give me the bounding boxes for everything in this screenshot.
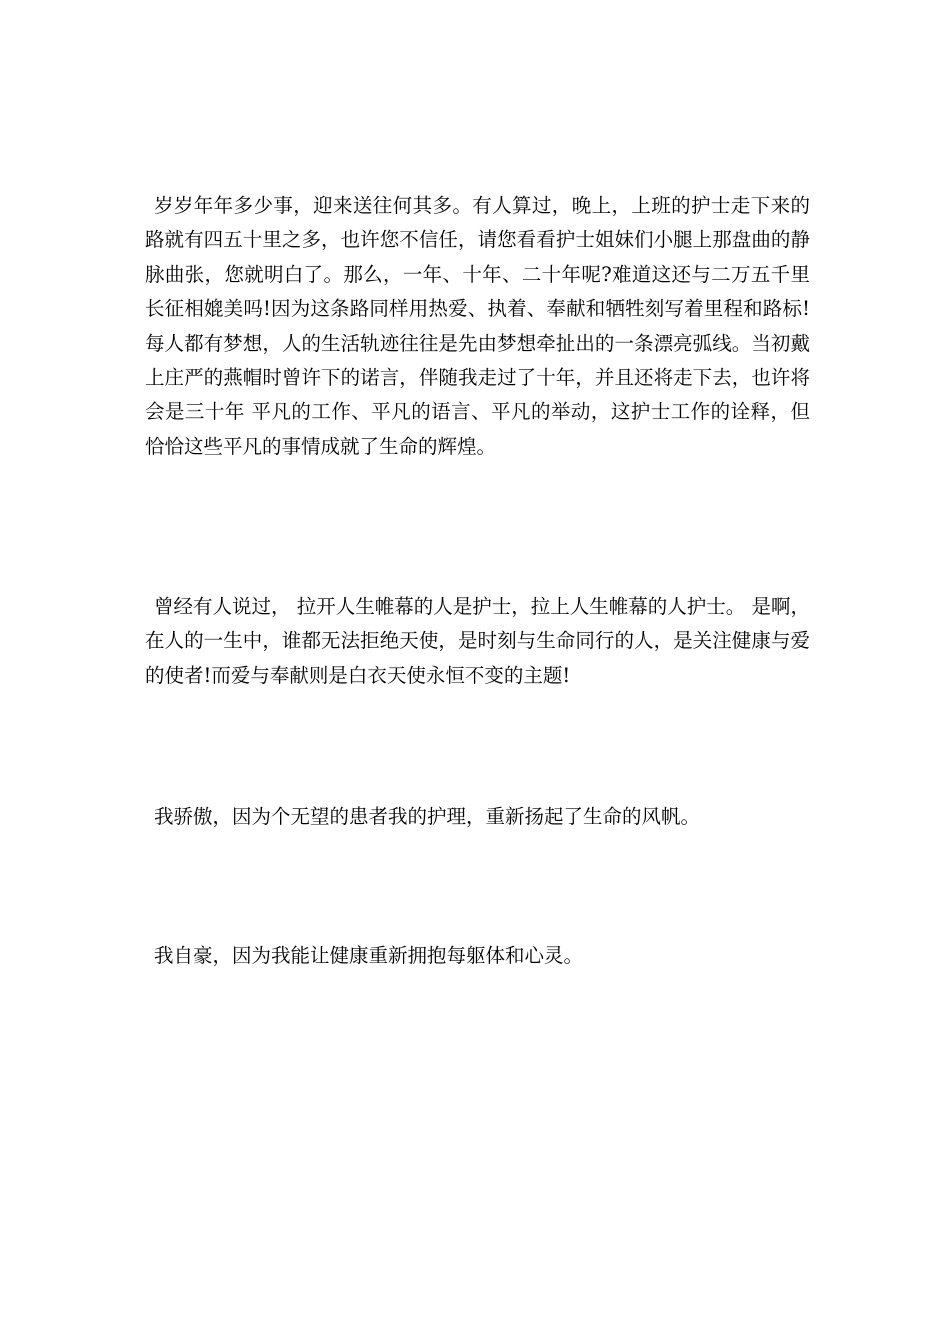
paragraph-1: 岁岁年年多少事，迎来送往何其多。有人算过，晚上，上班的护士走下来的路就有四五十里之多，也许您不信任，请您看看护士姐妹们小腿上那盘曲的静脉曲张，您就明白了。那么，一年、十年、二十年呢?难道这还与二万五千里长征相媲美吗!因为这条路同样用热爱、执着、奉献和牺牲刻写着里程和路标! 每人都有梦想，人的生活轨迹往往是先由梦想牵扯出的一条漂亮弧线。当初戴上庄严的燕帽时曾许下的诺言，伴随我走过了十年，并且还将走下去，也许将会是三十年 平凡的工作、平凡的语言、平凡的举动，这护士工作的诠释，但恰恰这些平凡的事情成就了生命的辉煌。 — [145, 194, 810, 458]
paragraph-3: 我骄傲，因为个无望的患者我的护理，重新扬起了生命的风帆。 — [154, 805, 701, 828]
paragraph-2: 曾经有人说过， 拉开人生帷幕的人是护士，拉上人生帷幕的人护士。 是啊，在人的一生中，谁都无法拒绝天使，是时刻与生命同行的人，是关注健康与爱的使者!而爱与奉献则是白衣天使永恒不变的主题! — [145, 595, 810, 687]
paragraph-4: 我自豪，因为我能让健康重新拥抱每躯体和心灵。 — [154, 944, 584, 967]
